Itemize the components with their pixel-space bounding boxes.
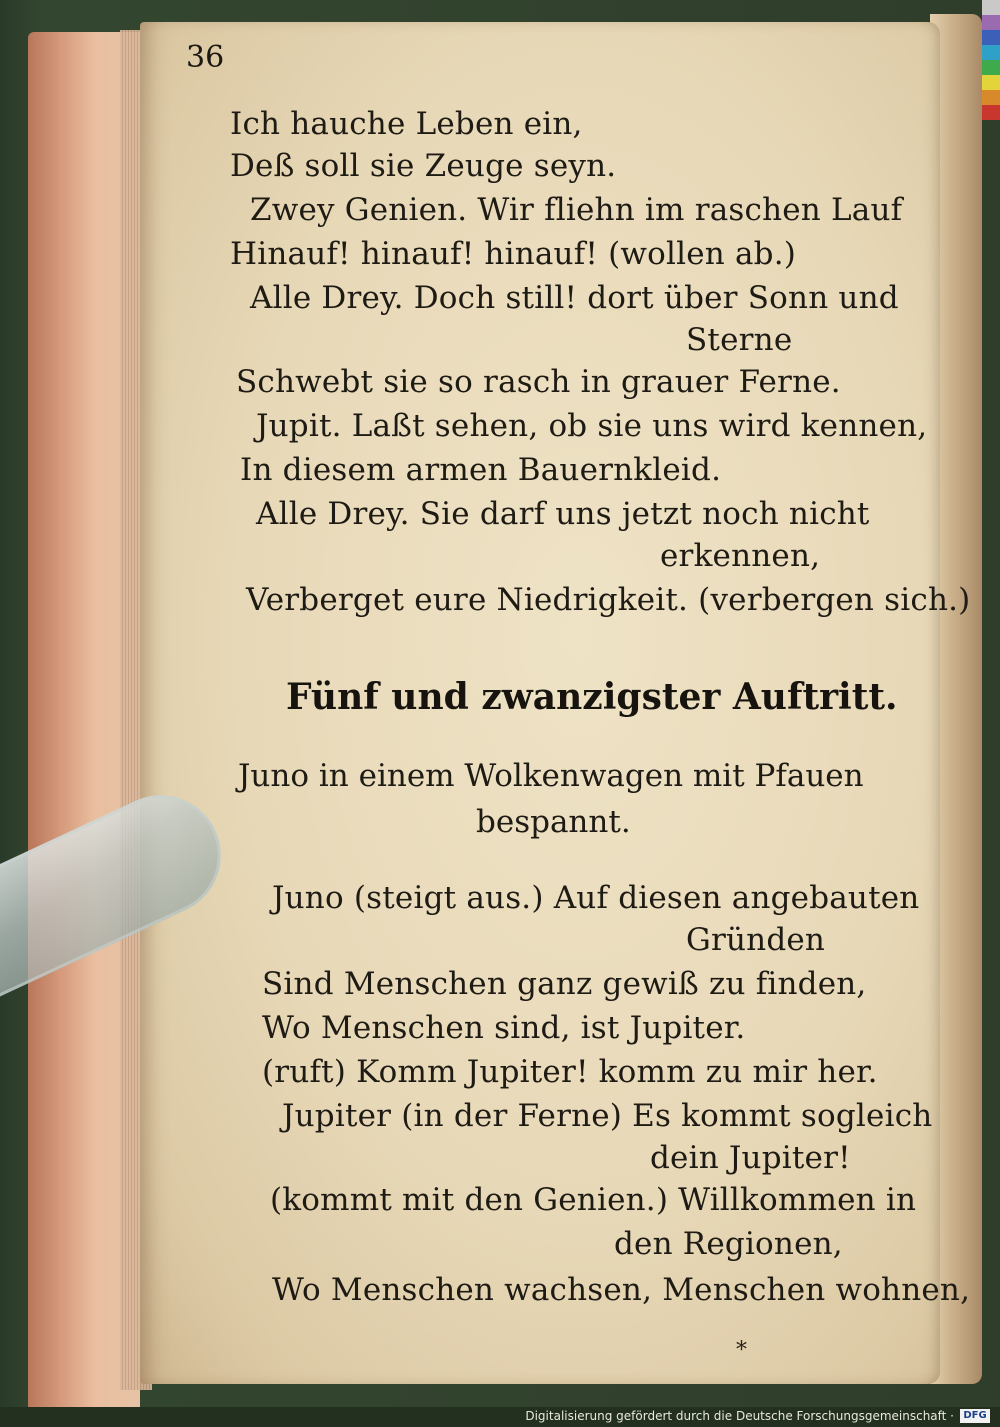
text-line: Jupiter (in der Ferne) Es kommt sogleich	[282, 1098, 933, 1134]
text-line: Gründen	[686, 922, 826, 958]
footer-credit: Digitalisierung gefördert durch die Deutsche Forschungsgemeinschaft ·	[525, 1409, 954, 1423]
text-line: Hinauf! hinauf! hinauf! (wollen ab.)	[230, 236, 797, 272]
text-line: Zwey Genien. Wir fliehn im raschen Lauf	[250, 192, 903, 228]
text-line: Jupit. Laßt sehen, ob sie uns wird kennen,	[256, 408, 928, 444]
text-line: Ich hauche Leben ein,	[230, 106, 583, 142]
text-line: Alle Drey. Doch still! dort über Sonn und	[250, 280, 899, 316]
color-calibration-strip	[982, 0, 1000, 120]
page-number: 36	[186, 40, 225, 75]
text-line: Schwebt sie so rasch in grauer Ferne.	[236, 364, 841, 400]
text-line: erkennen,	[660, 538, 821, 574]
dfg-logo-icon: DFG	[960, 1409, 990, 1423]
text-line: In diesem armen Bauernkleid.	[240, 452, 722, 488]
text-line: (ruft) Komm Jupiter! komm zu mir her.	[262, 1054, 878, 1090]
text-line: Sind Menschen ganz gewiß zu finden,	[262, 966, 867, 1002]
text-line: den Regionen,	[614, 1226, 843, 1262]
stage-direction: bespannt.	[476, 804, 631, 840]
text-line: (kommt mit den Genien.) Willkommen in	[270, 1182, 917, 1218]
text-line: Alle Drey. Sie darf uns jetzt noch nicht	[256, 496, 870, 532]
scene-heading: Fünf und zwanzigster Auftritt.	[286, 676, 898, 718]
text-line: dein Jupiter!	[650, 1140, 851, 1176]
text-line: Wo Menschen wachsen, Menschen wohnen,	[272, 1272, 971, 1308]
stage-direction: Juno in einem Wolkenwagen mit Pfauen	[238, 758, 864, 794]
text-line: Deß soll sie Zeuge seyn.	[230, 148, 617, 184]
text-line: Verberget eure Niedrigkeit. (verbergen sich.)	[246, 582, 971, 618]
signature-mark: *	[736, 1338, 747, 1363]
text-line: Sterne	[686, 322, 793, 358]
text-line: Wo Menschen sind, ist Jupiter.	[262, 1010, 746, 1046]
text-line: Juno (steigt aus.) Auf diesen angebauten	[272, 880, 920, 916]
